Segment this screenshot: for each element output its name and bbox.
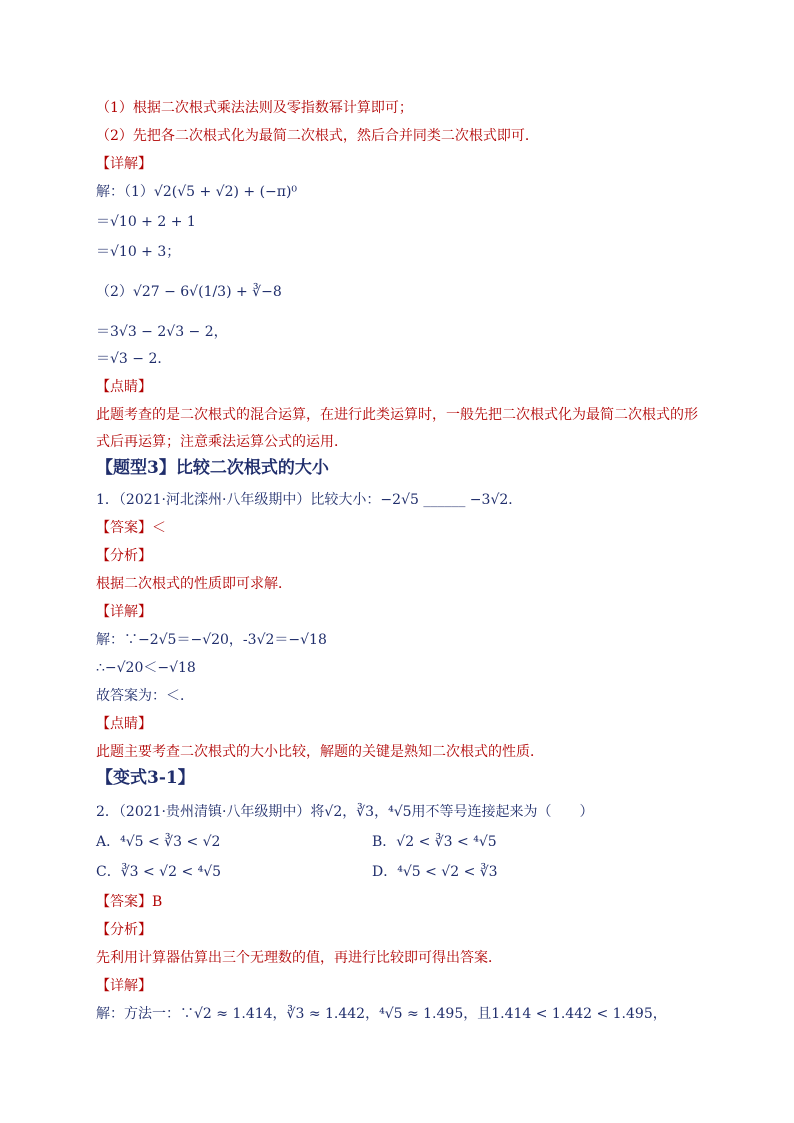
solution-step: ＝√10 + 2 + 1 bbox=[96, 214, 196, 230]
comment-label: 【点睛】 bbox=[96, 379, 152, 395]
question-1: 1．（2021·河北滦州·八年级期中）比较大小：−2√5 ______ −3√2． bbox=[96, 492, 523, 508]
detail-label: 【详解】 bbox=[96, 604, 152, 620]
analysis-text: 先利用计算器估算出三个无理数的值，再进行比较即可得出答案． bbox=[96, 950, 502, 966]
comment-text: 式后再运算；注意乘法运算公式的运用． bbox=[96, 434, 348, 450]
question-2: 2．（2021·贵州清镇·八年级期中）将√2，∛3，⁴√5用不等号连接起来为（ ） bbox=[96, 804, 594, 820]
solution-expression-1: 解：（1）√2(√5 + √2) + (−π)⁰ bbox=[96, 184, 298, 200]
comment-text: 此题考查的是二次根式的混合运算，在进行此类运算时，一般先把二次根式化为最简二次根式的形 bbox=[96, 407, 698, 423]
solution-result: ＝√10 + 3； bbox=[96, 244, 181, 260]
solution-step: ＝3√3 − 2√3 − 2， bbox=[96, 324, 228, 340]
solution-step: ∴−√20＜−√18 bbox=[96, 660, 196, 676]
analysis-label: 【分析】 bbox=[96, 548, 152, 564]
solution-expression-2: （2）√27 − 6√(1/3) + ∛−8 bbox=[96, 284, 282, 300]
option-a: A．⁴√5 < ∛3 < √2 bbox=[96, 834, 221, 850]
analysis-step-2: （2）先把各二次根式化为最简二次根式，然后合并同类二次根式即可． bbox=[96, 128, 539, 144]
option-d: D．⁴√5 < √2 < ∛3 bbox=[372, 864, 498, 880]
solution-step: 解：方法一：∵√2 ≈ 1.414，∛3 ≈ 1.442，⁴√5 ≈ 1.495，且1.414 < 1.442 < 1.495， bbox=[96, 1006, 667, 1022]
detail-label: 【详解】 bbox=[96, 978, 152, 994]
solution-result: ＝√3 − 2． bbox=[96, 351, 172, 367]
solution-result: 故答案为：＜． bbox=[96, 688, 194, 704]
solution-step: 解：∵−2√5＝−√20，-3√2＝−√18 bbox=[96, 632, 327, 648]
answer-label: 【答案】B bbox=[96, 894, 163, 910]
answer-label: 【答案】＜ bbox=[96, 520, 166, 536]
comment-label: 【点睛】 bbox=[96, 716, 152, 732]
analysis-step-1: （1）根据二次根式乘法法则及零指数幂计算即可； bbox=[96, 100, 413, 116]
comment-text: 此题主要考查二次根式的大小比较，解题的关键是熟知二次根式的性质． bbox=[96, 744, 544, 760]
option-c: C．∛3 < √2 < ⁴√5 bbox=[96, 864, 222, 880]
option-b: B．√2 < ∛3 < ⁴√5 bbox=[372, 834, 497, 850]
variant-heading: 【变式3-1】 bbox=[96, 768, 195, 788]
detail-label: 【详解】 bbox=[96, 156, 152, 172]
section-heading: 【题型3】比较二次根式的大小 bbox=[96, 458, 329, 478]
analysis-text: 根据二次根式的性质即可求解． bbox=[96, 576, 292, 592]
analysis-label: 【分析】 bbox=[96, 922, 152, 938]
